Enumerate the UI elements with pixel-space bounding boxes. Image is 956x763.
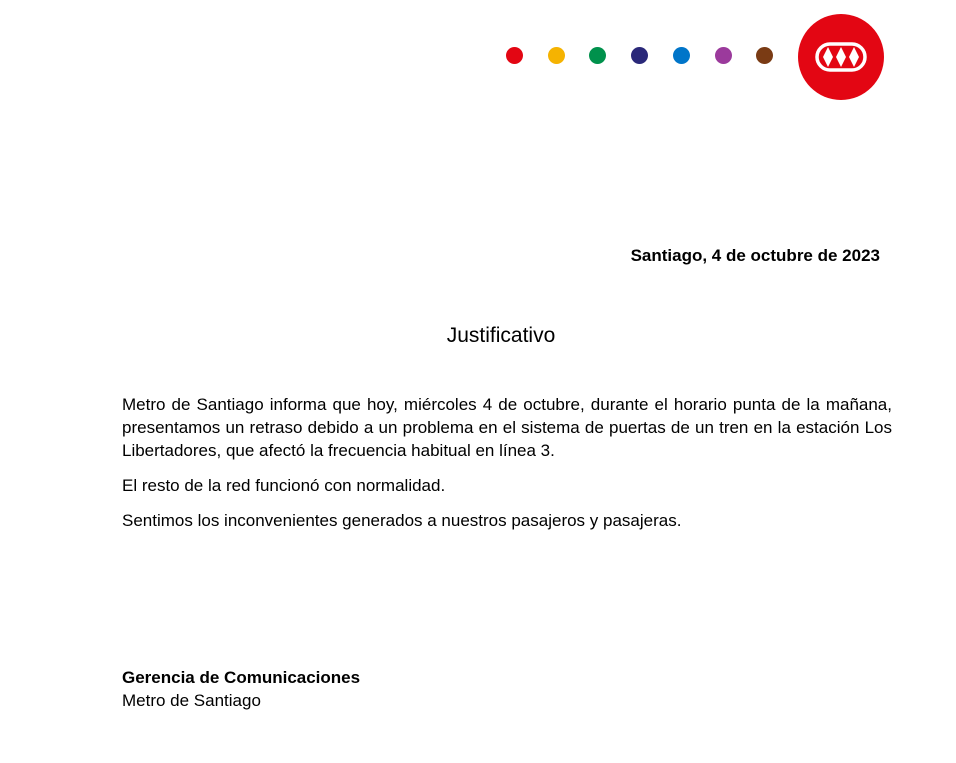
body-paragraph-3: Sentimos los inconvenientes generados a nuestros pasajeros y pasajeras. xyxy=(122,511,682,530)
document-date: Santiago, 4 de octubre de 2023 xyxy=(630,246,880,265)
signature-organization: Metro de Santiago xyxy=(122,691,261,710)
dot-green-icon xyxy=(589,47,606,64)
document-body xyxy=(122,393,892,532)
body-paragraph-1: Metro de Santiago informa que hoy, miércoles 4 de octubre, durante el horario punta de la mañana, presentamos un retraso debido a un problema en el sistema de puertas de un tren en la estación Los Libertadores, que afectó la frecuencia habitual en línea 3. xyxy=(122,395,892,460)
dot-blue-icon xyxy=(673,47,690,64)
dot-navy-icon xyxy=(631,47,648,64)
document-title: Justificativo xyxy=(446,324,556,347)
dot-purple-icon xyxy=(715,47,732,64)
dot-brown-icon xyxy=(756,47,773,64)
signature-block xyxy=(122,666,360,712)
metro-de-santiago-logo-icon xyxy=(798,14,884,100)
body-paragraph-2: El resto de la red funcionó con normalidad. xyxy=(122,476,446,495)
dot-red-icon xyxy=(506,47,523,64)
dot-yellow-icon xyxy=(548,47,565,64)
signature-department: Gerencia de Comunicaciones xyxy=(122,668,361,687)
